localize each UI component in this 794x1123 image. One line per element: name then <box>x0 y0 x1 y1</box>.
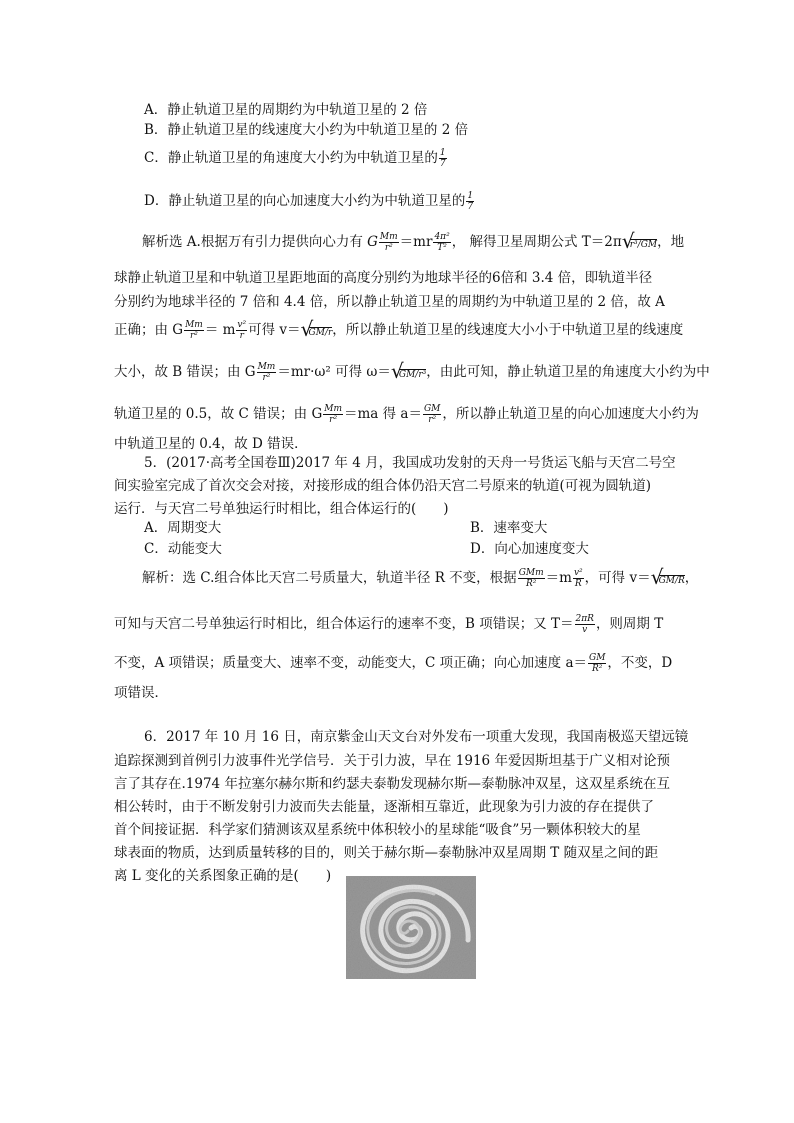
fraction: $\frac{2\pi R}{v}$ <box>575 614 594 635</box>
fraction: $\frac{GM}{\text{r²}}$ <box>423 404 441 425</box>
q4-solution-line-7: 中轨道卫星的 0.4，故 D 错误． <box>114 436 308 452</box>
q5-stem-line-1: 5．(2017·高考全国卷Ⅲ)2017 年 4 月，我国成功发射的天舟一号货运飞船与天宫二号空 <box>144 455 676 471</box>
q4-option-d-text: D．静止轨道卫星的向心加速度大小约为中轨道卫星的 <box>144 193 466 209</box>
q4-solution-line-5: 大小，故 B 错误；由 G $\frac{Mm}{\text{r²}}$ ＝mr·ω² 可得 ω＝ √ GM/r³，由此可知，静止轨道卫星的角速度大小约为中 <box>114 358 710 383</box>
fraction: $\frac{GM}{\text{R²}}$ <box>589 653 606 674</box>
sqrt-expression: √ r³/GM <box>621 228 658 253</box>
q5-option-c: C．动能变大 <box>144 541 222 557</box>
q5-solution-line-3: 不变，A 项错误；质量变大、速率不变，动能变大，C 项正确；向心加速度 a＝ $\frac{GM}{\text{R²}}$ ，不变，D <box>114 653 673 674</box>
q4-option-c <box>144 146 448 169</box>
sqrt-expression: √ GM/r <box>300 316 333 341</box>
q4-solution-line-3: 分别约为地球半径的 7 倍和 4.4 倍，所以静止轨道卫星的周期约为中轨道卫星的 2 倍，故 A <box>114 294 665 310</box>
q4-solution-line-6: 轨道卫星的 0.5，故 C 错误；由 G $\frac{Mm}{\text{r²}}$ ＝ma 得 a＝ $\frac{GM}{\text{r²}}$ ，所以静止轨道卫星的向心加速度大小约为 <box>114 404 699 425</box>
q5-solution-line-4: 项错误． <box>114 685 168 701</box>
fraction: $\frac{\text{v²}}{R}$ <box>573 568 583 589</box>
q4-option-c-text: C．静止轨道卫星的角速度大小约为中轨道卫星的 <box>144 150 438 166</box>
spiral-image <box>346 876 476 979</box>
fraction: $\frac{1}{7}$ <box>439 148 446 169</box>
fraction: $\frac{1}{7}$ <box>467 191 474 212</box>
q5-stem-line-3: 运行．与天宫二号单独运行时相比，组合体运行的( ) <box>114 501 449 517</box>
q6-stem-line-4: 相公转时，由于不断发射引力波而失去能量，逐渐相互靠近，此现象为引力波的存在提供了 <box>114 799 654 815</box>
fraction: $\frac{Mm}{\text{r²}}$ <box>257 362 276 383</box>
q4-solution-line-4: 正确；由 G $\frac{Mm}{\text{r²}}$ ＝ m $\frac{\text{v²}}{r}$ 可得 v＝ √ GM/r，所以静止轨道卫星的线速度大小小于中轨道卫星的线速度 <box>114 316 684 341</box>
fraction: $\frac{Mm}{\text{r²}}$ <box>379 232 398 253</box>
sqrt-expression: √ GM/R <box>650 564 685 589</box>
sqrt-expression: √ GM/r³ <box>390 358 427 383</box>
fraction: $\frac{\text{GMm}}{\text{R²}}$ <box>518 568 544 589</box>
q6-stem-line-3: 言了其存在.1974 年拉塞尔赫尔斯和约瑟夫泰勒发现赫尔斯—泰勒脉冲双星，这双星系统在互 <box>114 776 670 792</box>
q4-option-b: B．静止轨道卫星的线速度大小约为中轨道卫星的 2 倍 <box>144 122 469 138</box>
q5-solution-line-1: 解析：选 C.组合体比天宫二号质量大，轨道半径 R 不变，根据 $\frac{\text{GMm}}{\text{R²}}$ ＝m $\frac{\text{v²}}{R}$ ，可得 v＝ √ GM/R， <box>142 564 699 589</box>
q6-stem-line-1: 6．2017 年 10 月 16 日，南京紫金山天文台对外发布一项重大发现，我国南极巡天望远镜 <box>144 729 689 745</box>
q4-solution-line-2: 球静止轨道卫星和中轨道卫星距地面的高度分别约为地球半径的6倍和 3.4 倍，即轨道半径 <box>114 270 653 286</box>
fraction: $\frac{Mm}{\text{r²}}$ <box>324 404 342 425</box>
q6-stem-line-5: 首个间接证据．科学家们猜测该双星系统中体积较小的星球能“吸食”另一颗体积较大的星 <box>114 822 641 838</box>
q4-option-a: A．静止轨道卫星的周期约为中轨道卫星的 2 倍 <box>144 102 428 118</box>
q6-stem-line-6: 球表面的物质，达到质量转移的目的，则关于赫尔斯—泰勒脉冲双星周期 T 随双星之间的距 <box>114 845 659 861</box>
q4-option-d <box>144 189 475 212</box>
q5-option-a: A．周期变大 <box>144 520 222 536</box>
q5-option-b: B．速率变大 <box>470 520 548 536</box>
q6-stem-line-2: 追踪探测到首例引力波事件光学信号．关于引力波，早在 1916 年爱因斯坦基于广义相对论预 <box>114 753 670 769</box>
fraction: $\frac{\text{4π²}}{\text{T²}}$ <box>434 232 450 253</box>
q5-stem-line-2: 间实验室完成了首次交会对接，对接形成的组合体仍沿天宫二号原来的轨道(可视为圆轨道) <box>114 478 652 494</box>
q5-option-d: D．向心加速度变大 <box>470 541 589 557</box>
q5-solution-line-2: 可知与天宫二号单独运行时相比，组合体运行的速率不变，B 项错误；又 T＝ $\frac{2\pi R}{v}$ ，则周期 T <box>114 614 664 635</box>
fraction: $\frac{\text{v²}}{r}$ <box>237 320 247 341</box>
q6-stem-line-7: 离 L 变化的关系图象正确的是( ) <box>114 868 332 884</box>
fraction: $\frac{Mm}{\text{r²}}$ <box>185 320 203 341</box>
q4-solution-line-1: 解析选 A.根据万有引力提供向心力有 G $\frac{Mm}{\text{r²}}$ ＝mr $\frac{\text{4π²}}{\text{T²}}$ ， 解得卫星周期公式 T＝2π √ r³/GM，地 <box>142 228 685 253</box>
